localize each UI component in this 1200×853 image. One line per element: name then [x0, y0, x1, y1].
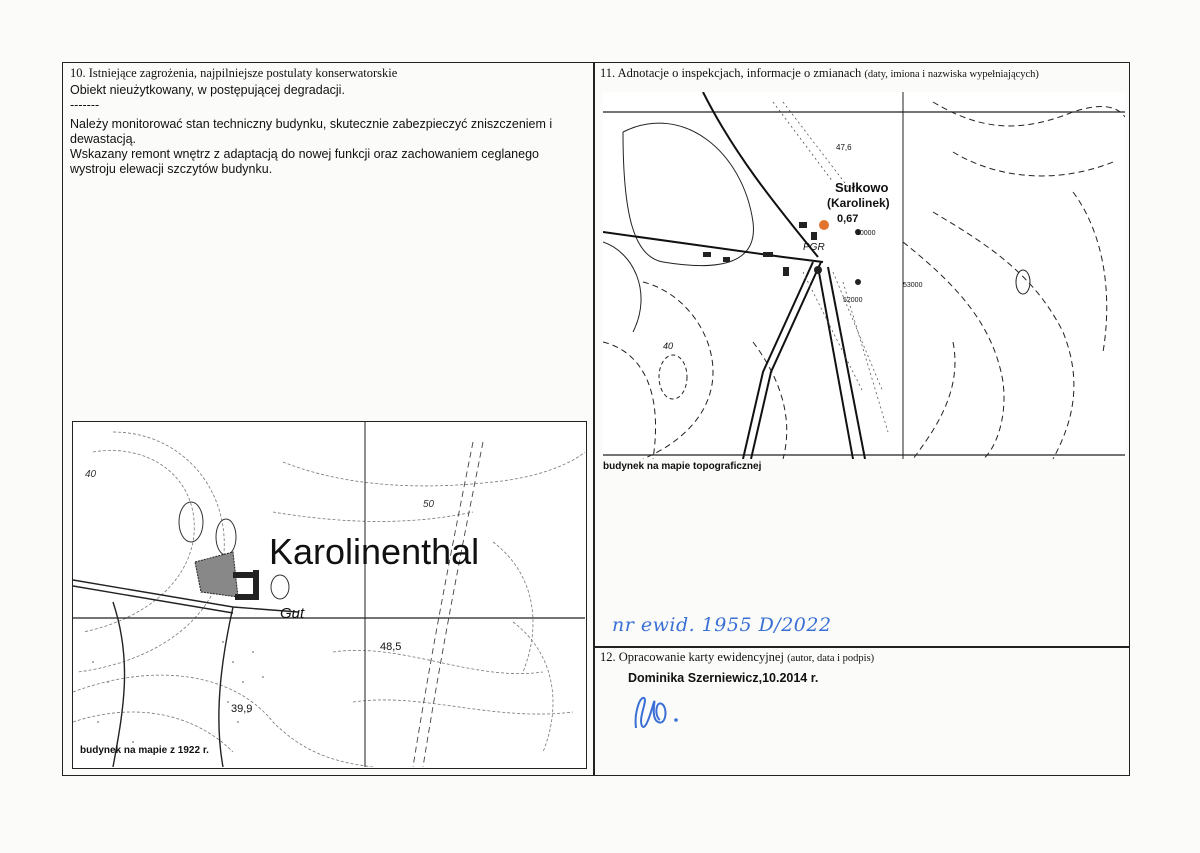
map-contour-40: 40	[85, 469, 97, 480]
topo-value-52000: 52000	[843, 297, 863, 304]
map-gut-label: Gut	[280, 605, 305, 622]
section-11-title: 11. Adnotacje o inspekcjach, informacje o zmianach	[600, 66, 862, 80]
topographic-map-drawing	[603, 92, 1125, 459]
map-height-399: 39,9	[231, 703, 253, 715]
section-11-note: (daty, imiona i nazwiska wypełniających)	[864, 69, 1039, 80]
historical-map-caption: budynek na mapie z 1922 r.	[80, 745, 209, 756]
separator-text: -------	[70, 98, 100, 112]
author-name-date: Dominika Szerniewicz,10.2014 r.	[628, 671, 819, 685]
column-divider	[593, 62, 595, 776]
handwritten-registry-note: nr ewid. 1955 D/2022	[612, 614, 832, 636]
map-height-485: 48,5	[380, 641, 402, 653]
historical-map-1922	[72, 421, 587, 769]
section-10-text	[70, 83, 585, 177]
author-signature	[628, 688, 698, 738]
topo-pgr-label: PGR	[803, 242, 825, 253]
topo-place-alt-label: (Karolinek)	[827, 196, 890, 210]
topo-value-53000: 53000	[903, 282, 923, 289]
section-12-heading	[600, 650, 874, 665]
row-divider	[594, 646, 1130, 648]
topographic-map-caption: budynek na mapie topograficznej	[603, 461, 762, 472]
section-12-title: 12. Opracowanie karty ewidencyjnej	[600, 650, 784, 664]
section-12-note: (autor, data i podpis)	[787, 653, 875, 664]
condition-text: Obiekt nieużytkowany, w postępującej degradacji.	[70, 83, 345, 97]
map-place-label: Karolinenthal	[269, 531, 480, 572]
topo-height-476: 47,6	[836, 143, 852, 152]
section-10-heading: 10. Istniejące zagrożenia, najpilniejsze postulaty konserwatorskie	[70, 66, 398, 80]
renovation-text: Wskazany remont wnętrz z adaptacją do nowej funkcji oraz zachowaniem ceglanego wystroju elewacji szczytów budynku.	[70, 147, 539, 176]
building-location-marker	[819, 220, 829, 230]
map-contour-50: 50	[423, 499, 435, 510]
topo-contour-40: 40	[663, 341, 674, 351]
topo-place-label: Sułkowo	[835, 180, 889, 195]
topo-value-10000: 10000	[856, 230, 876, 237]
historical-map-drawing	[73, 422, 585, 767]
topo-value-067: 0,67	[837, 213, 859, 225]
topographic-map	[603, 92, 1125, 459]
section-11-heading	[600, 66, 1039, 81]
recommendation-text: Należy monitorować stan techniczny budynku, skutecznie zabezpieczyć zniszczeniem i dewastacją.	[70, 117, 553, 146]
